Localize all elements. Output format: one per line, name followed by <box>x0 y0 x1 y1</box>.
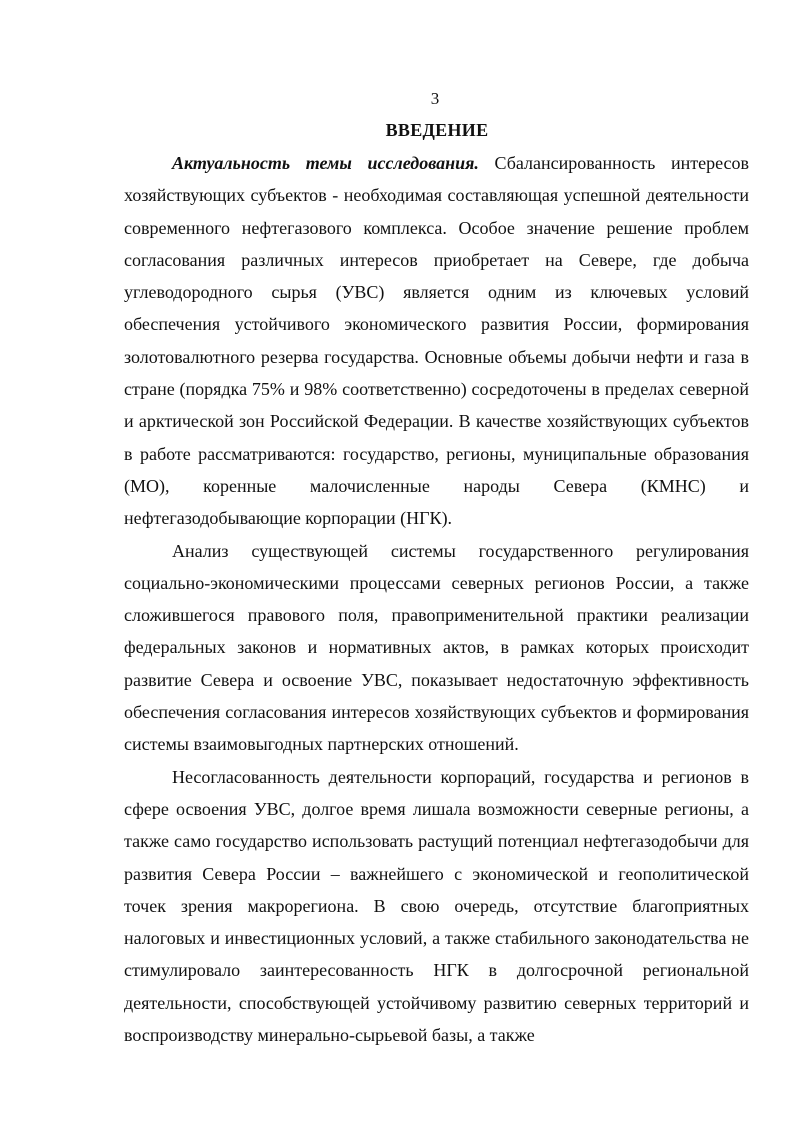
paragraph-analysis: Анализ существующей системы государственного регулирования социально-экономическими процессами северных регионов России, а также сложившегося правового поля, правоприменительной практики реализации федеральных законов и нормативных актов, в рамках которых происходит развитие Севера и освоение УВС, показывает недостаточную эффективность обеспечения согласования интересов хозяйствующих субъектов и формирования системы взаимовыгодных партнерских отношений. <box>124 540 749 755</box>
paragraph-relevance <box>124 147 749 535</box>
paragraph-lead: Актуальность темы исследования. <box>172 153 479 173</box>
body-text <box>124 147 749 1051</box>
section-title: ВВЕДЕНИЕ <box>385 120 489 140</box>
paragraph-text: Сбалансированность интересов хозяйствующих субъектов - необходимая составляющая успешной деятельности современного нефтегазового комплекса. Особое значение решение проблем согласования различных интересов приобретает на Севере, где добыча углеводородного сырья (УВС) является одним из ключевых условий обеспечения устойчивого экономического развития России, формирования золотовалютного резерва государства. Основные объемы добычи нефти и газа в стране (порядка 75% и 98% соответственно) сосредоточены в пределах северной и арктической зон Российской Федерации. В качестве хозяйствующих субъектов в работе рассматриваются: государство, регионы, муниципальные образования (МО), коренные малочисленные народы Севера (КМНС) и нефтегазодобывающие корпорации (НГК). <box>124 153 749 529</box>
paragraph-inconsistency: Несогласованность деятельности корпораций, государства и регионов в сфере освоения УВС, долгое время лишала возможности северные регионы, а также само государство использовать растущий потенциал нефтегазодобычи для развития Севера России – важнейшего с экономической и геополитической точек зрения макрорегиона. В свою очередь, отсутствие благоприятных налоговых и инвестиционных условий, а также стабильного законодательства не стимулировало заинтересованность НГК в долгосрочной региональной деятельности, способствующей устойчивому развитию северных территорий и воспроизводству минерально-сырьевой базы, а также <box>124 766 749 1046</box>
page-number: 3 <box>430 89 440 108</box>
